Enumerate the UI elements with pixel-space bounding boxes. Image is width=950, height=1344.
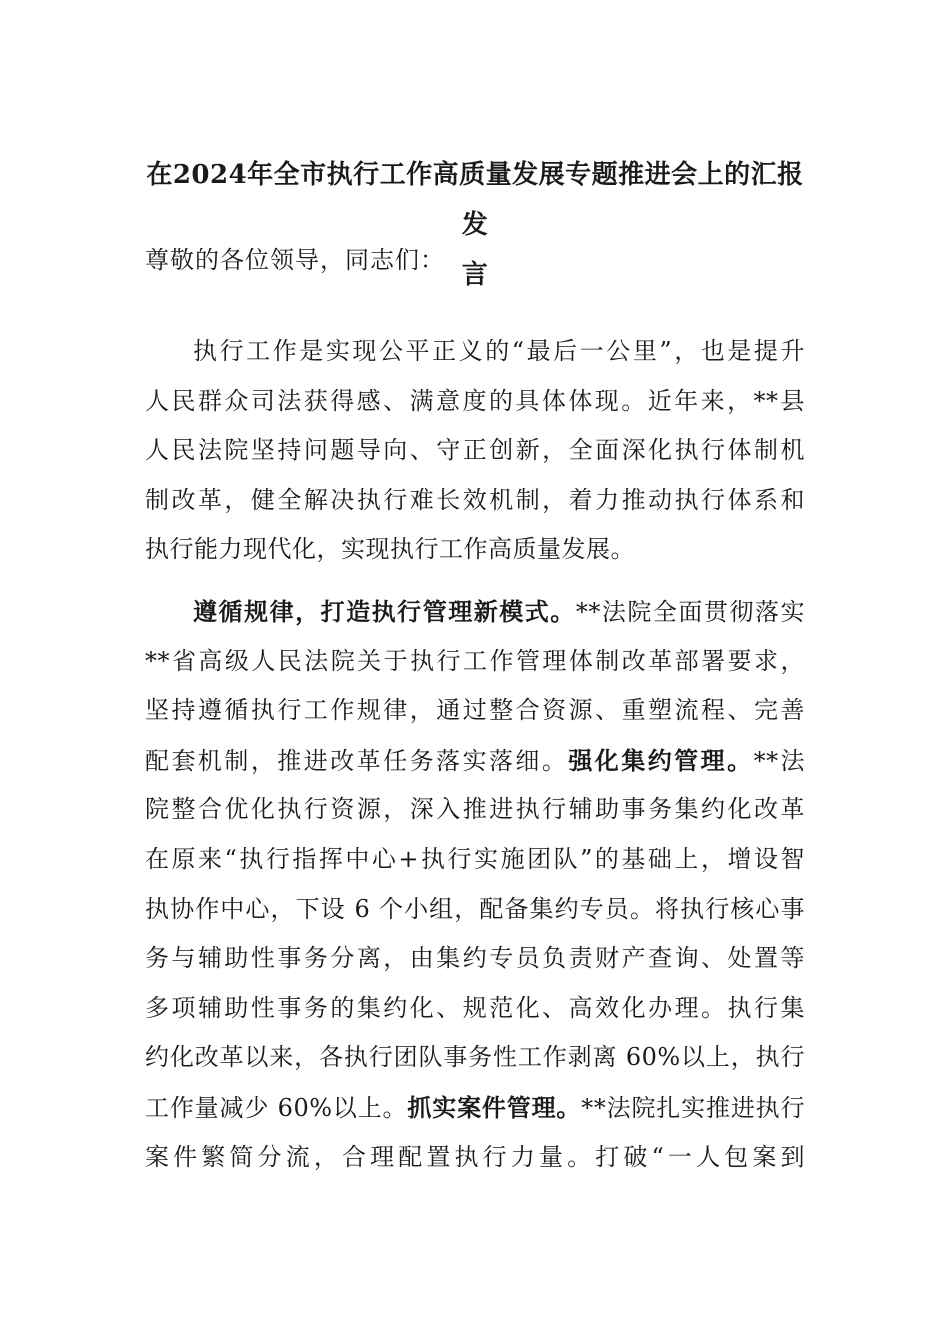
line-text: **法院全面贯彻落实 bbox=[575, 598, 806, 626]
title-line-2: 言 bbox=[461, 260, 489, 290]
subheading: 强化集约管理。 bbox=[568, 745, 754, 775]
subheading: 抓实案件管理。 bbox=[407, 1092, 582, 1122]
paragraph-line: 务与辅助性事务分离，由集约专员负责财产查询、处置等 bbox=[145, 944, 805, 973]
paragraph-line: 院整合优化执行资源，深入推进执行辅助事务集约化改革 bbox=[145, 795, 805, 824]
paragraph-line: **省高级人民法院关于执行工作管理体制改革部署要求， bbox=[145, 646, 805, 675]
paragraph-line: 执行能力现代化，实现执行工作高质量发展。 bbox=[145, 535, 635, 564]
paragraph-line bbox=[145, 587, 805, 637]
paragraph-intro bbox=[145, 327, 805, 575]
paragraph-line: 案件繁简分流，合理配置执行力量。打破“一人包案到 bbox=[145, 1142, 805, 1171]
paragraph-line: 约化改革以来，各执行团队事务性工作剥离 60%以上，执行 bbox=[145, 1043, 805, 1072]
line-text: 配套机制，推进改革任务落实落细。 bbox=[145, 746, 569, 775]
paragraph-line bbox=[145, 1083, 805, 1133]
line-text: 工作量减少 60%以上。 bbox=[145, 1093, 408, 1122]
line-text: **法 bbox=[753, 746, 806, 775]
paragraph-line: 制改革，健全解决执行难长效机制，着力推动执行体系和 bbox=[145, 485, 805, 514]
paragraph-line: 人民法院坚持问题导向、守正创新，全面深化执行体制机 bbox=[145, 436, 805, 465]
salutation: 尊敬的各位领导，同志们： bbox=[145, 246, 445, 274]
paragraph-line bbox=[145, 736, 805, 786]
paragraph-reform bbox=[145, 587, 805, 1182]
line-text: **法院扎实推进执行 bbox=[581, 1093, 806, 1122]
paragraph-line: 执行工作是实现公平正义的“最后一公里”，也是提升 bbox=[193, 337, 805, 365]
paragraph-line: 在原来“执行指挥中心+执行实施团队”的基础上，增设智 bbox=[145, 844, 805, 873]
paragraph-line: 坚持遵循执行工作规律，通过整合资源、重塑流程、完善 bbox=[145, 696, 805, 725]
paragraph-line: 执协作中心，下设 6 个小组，配备集约专员。将执行核心事 bbox=[145, 894, 805, 923]
paragraph-line: 多项辅助性事务的集约化、规范化、高效化办理。执行集 bbox=[145, 993, 805, 1022]
paragraph-line: 人民群众司法获得感、满意度的具体体现。近年来，**县 bbox=[145, 386, 805, 415]
section-heading: 遵循规律，打造执行管理新模式。 bbox=[193, 597, 576, 626]
title-line-1: 在2024年全市执行工作高质量发展专题推进会上的汇报发 bbox=[146, 160, 804, 240]
